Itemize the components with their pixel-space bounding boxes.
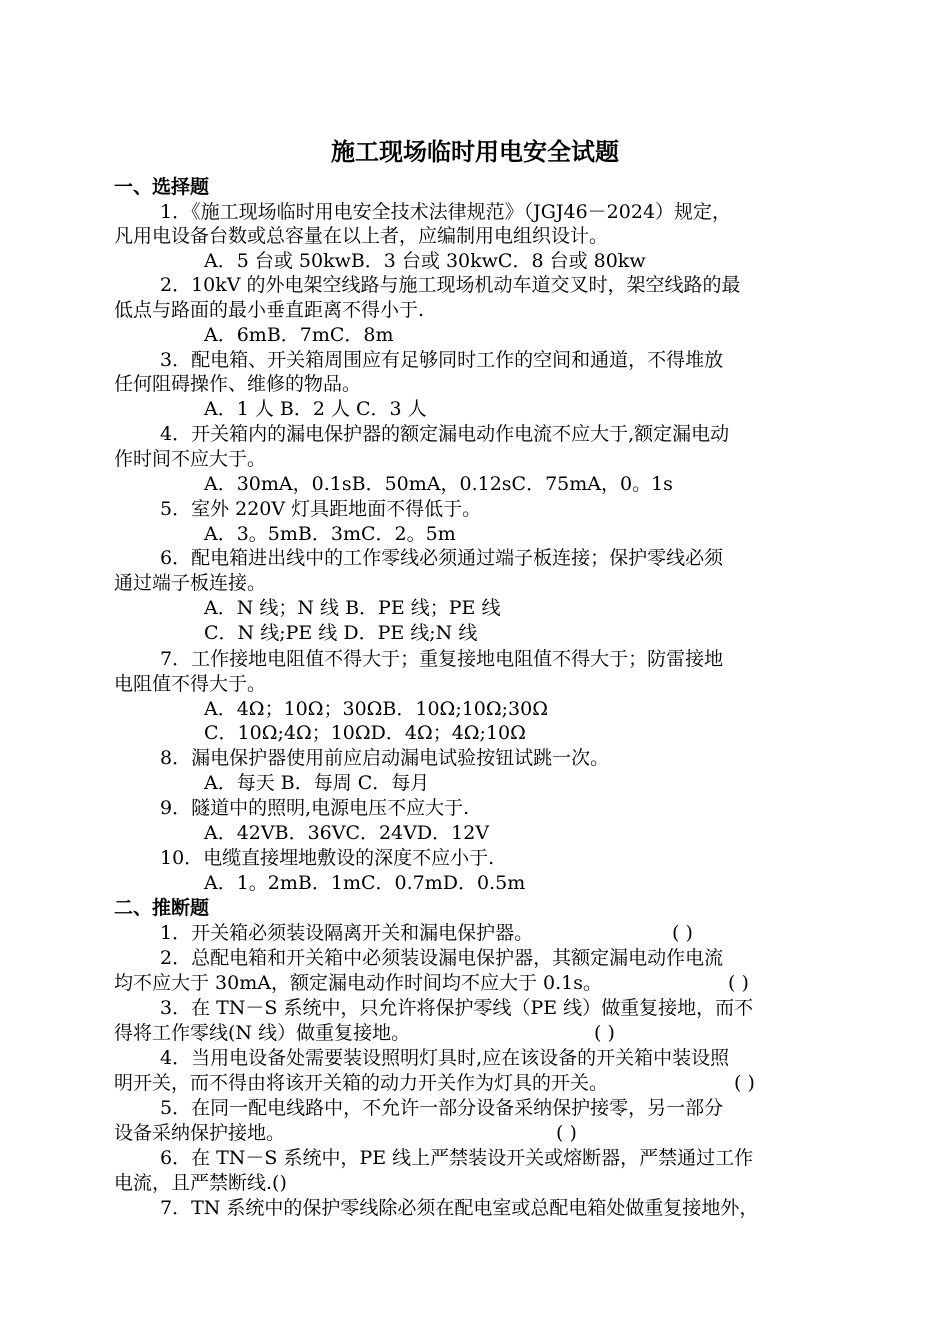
- question-6-line-1: 6．配电箱进出线中的工作零线必须通过端子板连接；保护零线必须: [160, 547, 724, 569]
- question-2-options: A．6mB．7mC．8m: [204, 324, 394, 346]
- question-4-line-1: 4．开关箱内的漏电保护器的额定漏电动作电流不应大于,额定漏电动: [160, 423, 730, 445]
- question-10-options: A．1。2mB．1mC．0.7mD．0.5m: [204, 872, 526, 894]
- question-2-line-1: 2．10kV 的外电架空线路与施工现场机动车道交叉时，架空线路的最: [160, 274, 741, 296]
- judgment-7-line-1: 7．TN 系统中的保护零线除必须在配电室或总配电箱处做重复接地外，: [160, 1197, 759, 1219]
- question-7-line-1: 7．工作接地电阻值不得大于；重复接地电阻值不得大于；防雷接地: [160, 648, 724, 670]
- question-10-line-1: 10．电缆直接埋地敷设的深度不应小于.: [160, 847, 495, 869]
- question-3-line-1: 3．配电箱、开关箱周围应有足够同时工作的空间和通道，不得堆放: [160, 349, 724, 371]
- judgment-2-line-2: 均不应大于 30mA，额定漏电动作时间均不应大于 0.1s。: [114, 972, 602, 994]
- judgment-3-line-1: 3．在 TN－S 系统中，只允许将保护零线（PE 线）做重复接地，而不: [160, 997, 754, 1019]
- question-7-options-1: A．4Ω；10Ω；30ΩB．10Ω;10Ω;30Ω: [204, 698, 548, 720]
- question-7-line-2: 电阻值不得大于。: [114, 673, 267, 695]
- judgment-1-blank: ( ): [672, 922, 693, 944]
- judgment-2-line-1: 2．总配电箱和开关箱中必须装设漏电保护器，其额定漏电动作电流: [160, 947, 724, 969]
- question-1-line-1: 1．《施工现场临时用电安全技术法律规范》（JGJ46－2024）规定，: [160, 201, 732, 223]
- question-1-options: A．5 台或 50kwB．3 台或 30kwC．8 台或 80kw: [204, 250, 646, 272]
- judgment-4-line-2: 明开关，而不得由将该开关箱的动力开关作为灯具的开关。: [114, 1072, 609, 1094]
- judgment-4-line-1: 4．当用电设备处需要装设照明灯具时,应在该设备的开关箱中装设照: [160, 1047, 730, 1069]
- section-heading-judgment: 二、推断题: [114, 897, 210, 919]
- question-6-options-2: C．N 线;PE 线 D．PE 线;N 线: [204, 622, 478, 644]
- question-9-line-1: 9．隧道中的照明,电源电压不应大于.: [160, 797, 470, 819]
- judgment-2-blank: ( ): [728, 972, 749, 994]
- judgment-5-blank: ( ): [556, 1122, 577, 1144]
- judgment-3-blank: ( ): [594, 1022, 615, 1044]
- section-heading-choice: 一、选择题: [114, 176, 210, 198]
- question-4-options: A．30mA，0.1sB．50mA，0.12sC．75mA，0。1s: [204, 473, 673, 495]
- judgment-5-line-1: 5．在同一配电线路中，不允许一部分设备采纳保护接零，另一部分: [160, 1097, 724, 1119]
- judgment-6-line-1: 6．在 TN－S 系统中，PE 线上严禁装设开关或熔断器，严禁通过工作: [160, 1147, 754, 1169]
- question-6-options-1: A．N 线；N 线 B．PE 线；PE 线: [204, 597, 501, 619]
- question-9-options: A．42VB．36VC．24VD．12V: [204, 822, 490, 844]
- question-5-line-1: 5．室外 220V 灯具距地面不得低于。: [160, 498, 482, 520]
- question-5-options: A．3。5mB．3mC．2。5m: [204, 523, 456, 545]
- question-8-options: A．每天 B．每周 C．每月: [204, 772, 430, 794]
- question-6-line-2: 通过端子板连接。: [114, 572, 267, 594]
- question-8-line-1: 8．漏电保护器使用前应启动漏电试验按钮试跳一次。: [160, 747, 610, 769]
- judgment-5-line-2: 设备采纳保护接地。: [114, 1122, 286, 1144]
- question-2-line-2: 低点与路面的最小垂直距离不得小于.: [114, 299, 425, 321]
- question-4-line-2: 作时间不应大于。: [114, 448, 267, 470]
- judgment-4-blank: ( ): [734, 1072, 755, 1094]
- judgment-1-line-1: 1．开关箱必须装设隔离开关和漏电保护器。: [160, 922, 534, 944]
- question-1-line-2: 凡用电设备台数或总容量在以上者，应编制用电组织设计。: [114, 225, 609, 247]
- judgment-6-line-2: 电流，且严禁断线.(): [114, 1172, 287, 1194]
- question-3-line-2: 任何阻碍操作、维修的物品。: [114, 373, 362, 395]
- question-7-options-2: C．10Ω;4Ω；10ΩD．4Ω；4Ω;10Ω: [204, 722, 526, 744]
- question-3-options: A．1 人 B．2 人 C．3 人: [204, 398, 427, 420]
- judgment-3-line-2: 得将工作零线(N 线）做重复接地。: [114, 1022, 411, 1044]
- page-title: 施工现场临时用电安全试题: [331, 138, 619, 166]
